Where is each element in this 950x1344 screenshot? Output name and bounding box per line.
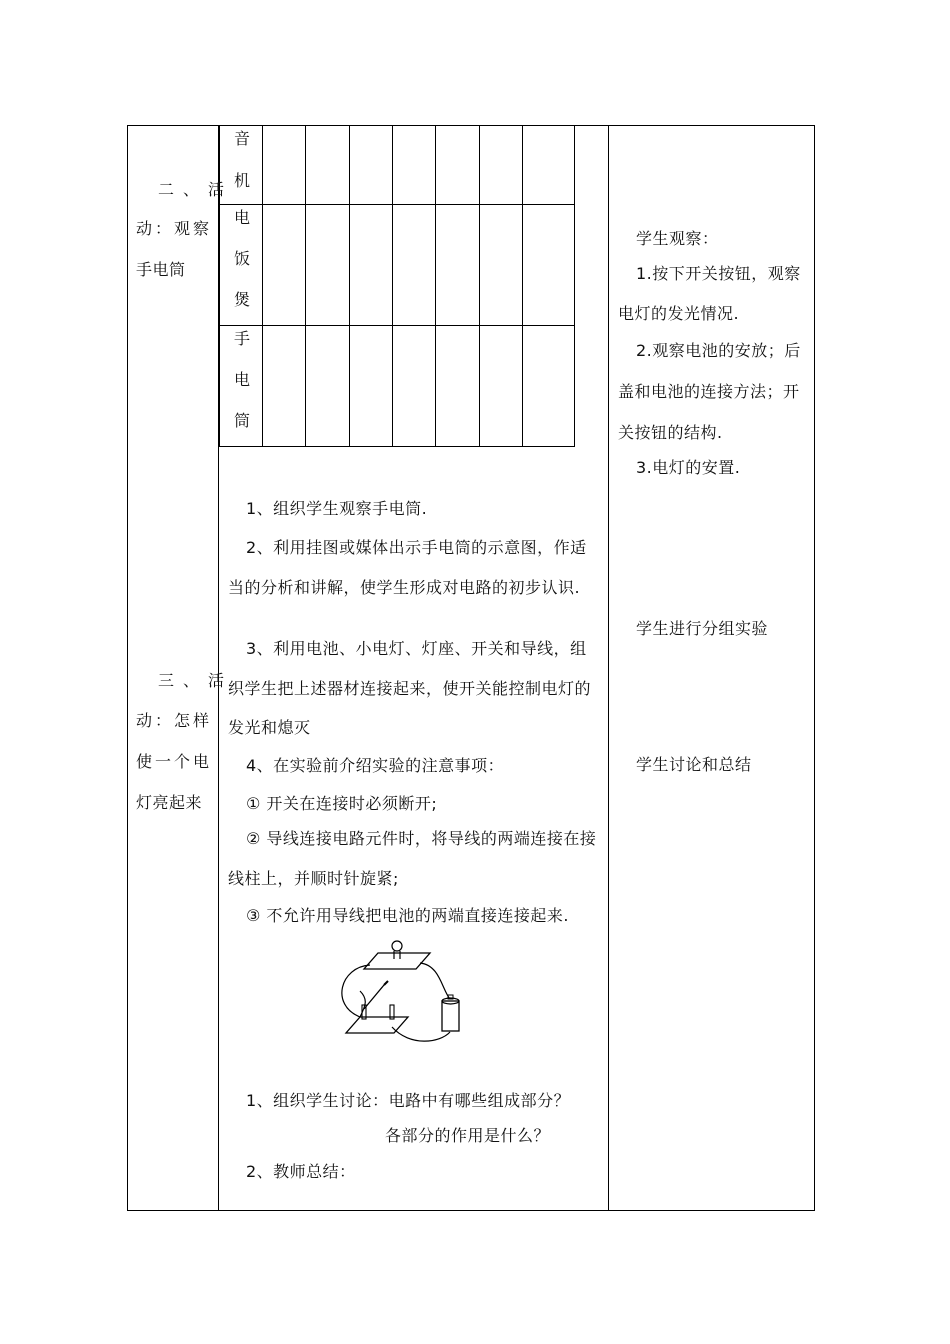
discuss-summary: 学生讨论和总结 [636, 755, 752, 774]
discussion-1: 1、组织学生讨论：电路中有哪些组成部分？ [246, 1091, 571, 1110]
step-4: 4、在实验前介绍实验的注意事项： [246, 756, 505, 775]
circuit-diagram [330, 935, 470, 1050]
section2-heading-line: 二、活 [158, 180, 234, 199]
row-label-char: 电 [234, 208, 251, 227]
step-3-cont: 织学生把上述器材连接起来，使开关能控制电灯的 [228, 679, 592, 698]
section3-heading-line: 使一个电 [136, 752, 213, 771]
observe-item-2: 2.观察电池的安放；后 [636, 341, 801, 360]
observe-item-1: 1.按下开关按钮，观察 [636, 264, 801, 283]
observe-item-3: 3.电灯的安置. [636, 458, 741, 477]
step-1: 1、组织学生观察手电筒. [246, 499, 428, 518]
discussion-1-cont: 各部分的作用是什么？ [385, 1126, 551, 1145]
section3-heading-line: 动：怎样 [136, 711, 213, 730]
note-3: ③ 不允许用导线把电池的两端直接连接起来. [246, 906, 570, 925]
observe-item-2-cont: 关按钮的结构. [618, 423, 723, 442]
step-3-cont: 发光和熄灭 [228, 718, 311, 737]
observe-item-2-cont: 盖和电池的连接方法；开 [618, 382, 800, 401]
section3-heading-line: 三、活 [158, 671, 234, 690]
section3-heading-line: 灯亮起来 [136, 793, 203, 812]
row-label-char: 机 [234, 171, 251, 190]
observe-title: 学生观察： [636, 229, 719, 248]
step-2: 2、利用挂图或媒体出示手电筒的示意图，作适 [246, 538, 587, 557]
note-2-cont: 线柱上，并顺时针旋紧; [228, 869, 399, 888]
row-label-char: 手 [234, 329, 251, 348]
column-divider-right [608, 125, 609, 1211]
group-experiment: 学生进行分组实验 [636, 619, 769, 638]
note-2: ② 导线连接电路元件时，将导线的两端连接在接 [246, 829, 597, 848]
appliance-table [219, 125, 575, 447]
note-1: ① 开关在连接时必须断开; [246, 794, 438, 813]
step-2-cont: 当的分析和讲解，使学生形成对电路的初步认识. [228, 578, 581, 597]
discussion-2: 2、教师总结： [246, 1162, 356, 1181]
observe-item-1-cont: 电灯的发光情况. [618, 304, 740, 323]
step-3: 3、利用电池、小电灯、灯座、开关和导线，组 [246, 639, 587, 658]
row-label-char: 饭 [234, 249, 251, 268]
row-label-char: 音 [234, 129, 251, 148]
row-label-char: 筒 [234, 411, 251, 430]
row-label-char: 电 [234, 370, 251, 389]
section2-heading-line: 手电筒 [136, 260, 186, 279]
row-label-char: 煲 [234, 290, 251, 309]
section2-heading-line: 动：观察 [136, 219, 213, 238]
